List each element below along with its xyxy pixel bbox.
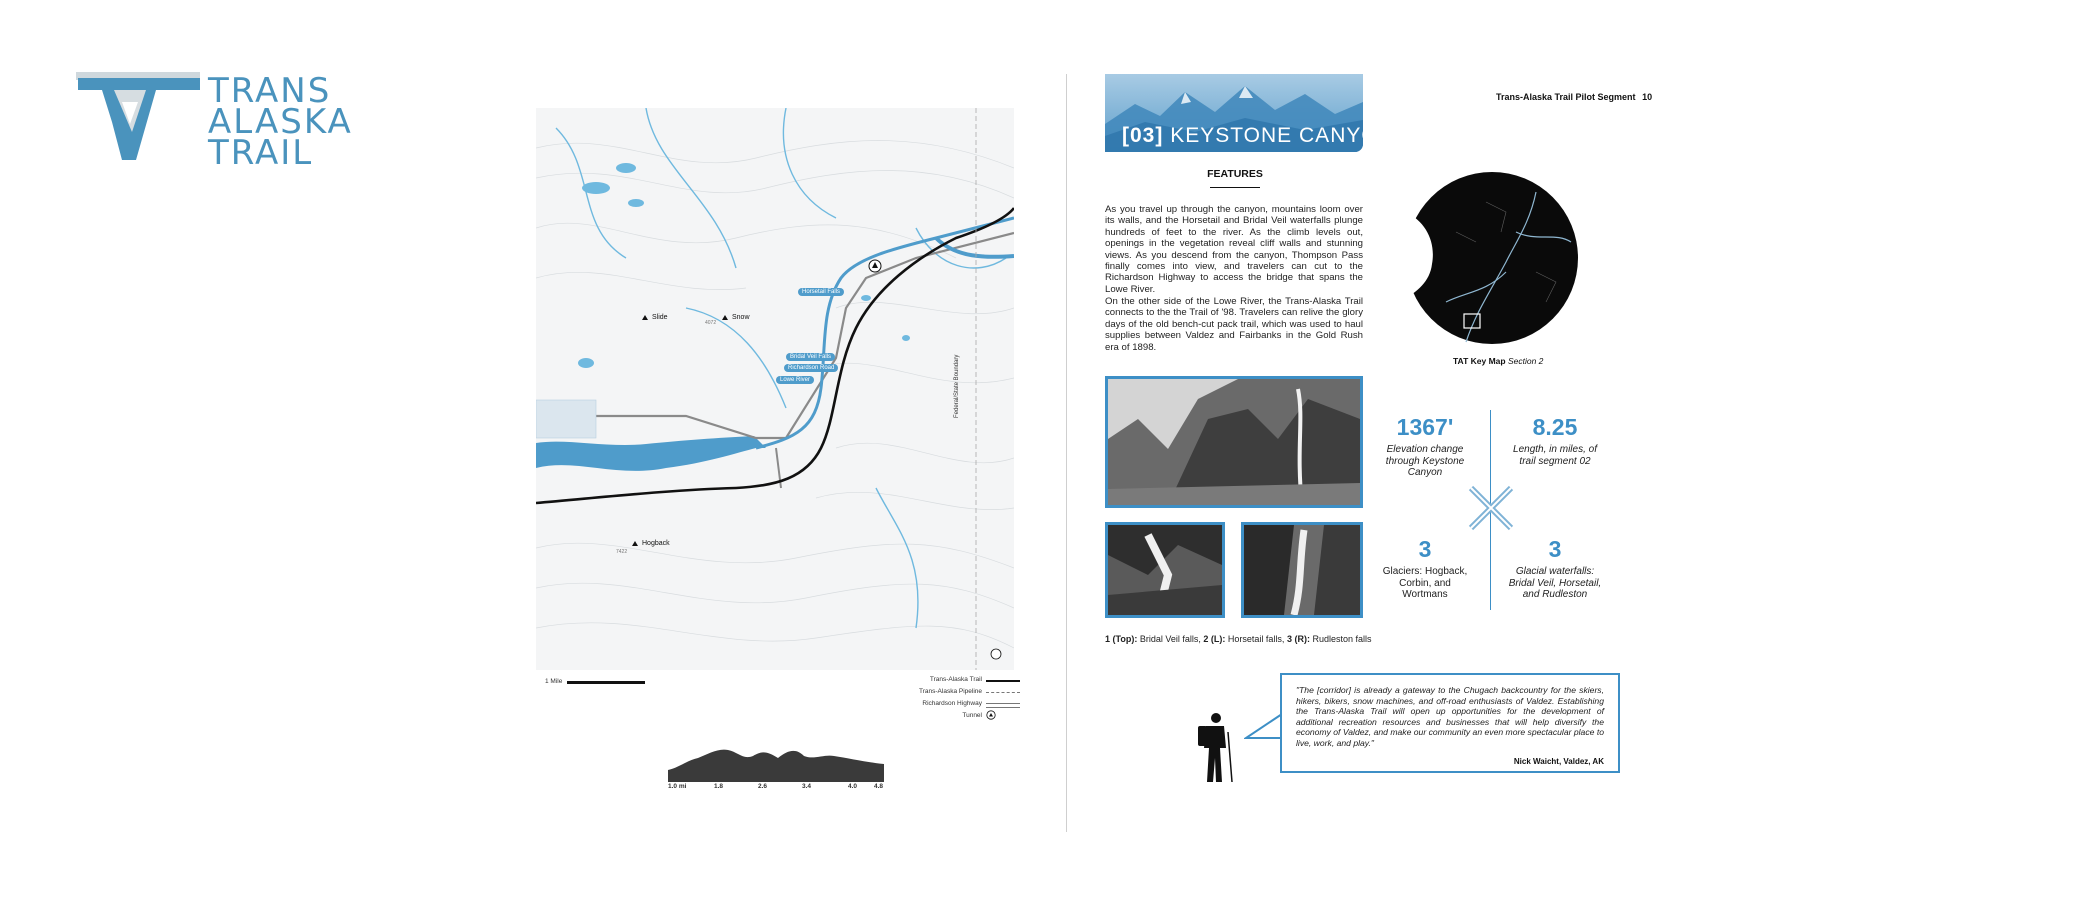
legend-label-highway: Richardson Highway [922,700,982,707]
caption-text-3: Rudleston falls [1312,634,1372,644]
elevation-profile-shape [668,740,884,782]
caption-num-1: 1 (Top): [1105,634,1138,644]
stat-value-glaciers: 3 [1418,536,1432,562]
running-head-title: Trans-Alaska Trail Pilot Segment [1496,92,1636,102]
stat-value-elevation: 1367' [1396,414,1454,440]
legend-label-trail: Trans-Alaska Trail [929,676,982,683]
caption-text-1: Bridal Veil falls, [1139,634,1201,644]
tick-label: 4.0 [848,783,858,790]
page-gutter [1066,74,1067,832]
features-rule [1210,187,1260,188]
running-head [1496,92,1652,102]
key-map-circle [1406,172,1578,344]
stat-label-waterfalls: Glacial waterfalls: Bridal Veil, Horsetail, and Rudleston [1508,566,1602,601]
caption-num-2: 2 (L): [1203,634,1226,644]
logo-word-trans: TRANS [208,71,332,111]
elevation-label: 4072 [705,320,717,326]
stat-value-length: 8.25 [1532,414,1578,440]
elevation-ticks [668,783,884,792]
section-title [1122,124,1395,148]
section-name: KEYSTONE CANYON [1170,124,1395,147]
caption-num-3: 3 (R): [1286,634,1310,644]
tunnel-icon [986,710,996,720]
stat-label-length: Length, in miles, of trail segment 02 [1513,444,1597,467]
key-map-caption-bold: TAT Key Map [1453,356,1506,366]
section-number: [03] [1122,124,1164,147]
key-map-caption [1453,356,1543,366]
quote-pointer [1244,712,1284,742]
legend-swatch-highway [986,703,1020,708]
stat-label-glaciers: Glaciers: Hogback, Corbin, and Wortmans [1382,566,1468,601]
quote-author: Nick Waicht, Valdez, AK [1513,756,1604,766]
stat-value-waterfalls: 3 [1548,536,1562,562]
photo-bridal-veil-falls [1105,376,1363,508]
tick-label: 3.4 [802,783,812,790]
boundary-label: Federal/State Boundary [954,354,960,418]
stats-panel [1370,410,1610,610]
hiker-silhouette-icon [1196,712,1236,784]
map-legend [880,676,1020,724]
trans-alaska-trail-logo [76,71,353,173]
stat-label-elevation: Elevation change through Keystone Canyon [1385,444,1465,479]
trail-tag-richardson: Richardson Road [784,364,838,372]
photo-horsetail-falls [1105,522,1225,618]
caption-text-2: Horsetail falls, [1227,634,1285,644]
tick-label: 1.0 mi [668,783,687,790]
peak-label-slide: Slide [652,314,668,321]
scale-line [567,681,645,684]
logo-word-trail: TRAIL [208,133,314,173]
page-number: 10 [1642,92,1653,102]
legend-swatch-trail [986,680,1020,682]
legend-label-pipeline: Trans-Alaska Pipeline [919,688,982,695]
elevation-label: 7422 [616,549,628,555]
features-paragraph-1: As you travel up through the canyon, mountains loom over its walls, and the Horsetail and Bridal Veil waterfalls plunge hundreds of feet to the river. As the climb levels out, openings in the vegetation reveal cliff walls and stunning views. As you descend from the canyon, Thompson Pass finally comes into view, and travelers can cut to the Richardson Highway to access the bridge that spans the Lowe River. [1105,204,1363,295]
peak-label-hogback: Hogback [642,540,670,547]
keystone-canyon-map [536,108,1014,670]
key-map [1406,172,1578,344]
trail-tag-bridalveil: Bridal Veil Falls [786,353,835,361]
key-map-caption-italic: Section 2 [1507,356,1544,366]
peak-label-snow: Snow [732,314,750,321]
tick-label: 2.6 [758,783,768,790]
trail-tag-horsetail: Horsetail Falls [798,288,844,296]
logo-word-alaska: ALASKA [208,102,353,142]
features-paragraph-2: On the other side of the Lowe River, the Trans-Alaska Trail connects to the the Trail of '98. Travelers can relive the glory days of the old bench-cut pack trail, which was used to haul supplies between Valdez and Fairbanks in the Gold Rush era of 1898. [1105,296,1363,353]
legend-label-tunnel: Tunnel [962,712,982,719]
quote-text: "The [corridor] is already a gateway to the Chugach backcountry for the skiers, hikers, bikers, snow machines, and off-road enthusiasts of Valdez. Establishing the Trans-Alaska Trail will open up opportunities for the development of additional recreation resources and businesses that will help diversify the economy of Valdez, and make our community an even more spectacular place to live, work, and play." [1296,685,1604,748]
photo-caption [1105,634,1372,644]
tick-label: 4.8 [874,783,884,790]
scale-label: 1 Mile [545,678,563,685]
trans-alaska-trail-tw-icon [76,72,200,168]
trail-tag-lowe: Lowe River [776,376,814,384]
map-scale-bar [545,679,645,689]
tick-label: 1.8 [714,783,724,790]
stats-cross-icon [1465,482,1517,534]
elevation-profile [668,740,884,792]
quote-box [1280,673,1620,773]
features-heading: FEATURES [1207,168,1263,180]
legend-swatch-pipeline [986,692,1020,693]
map-artwork [536,108,1014,670]
photo-rudleston-falls [1241,522,1363,618]
